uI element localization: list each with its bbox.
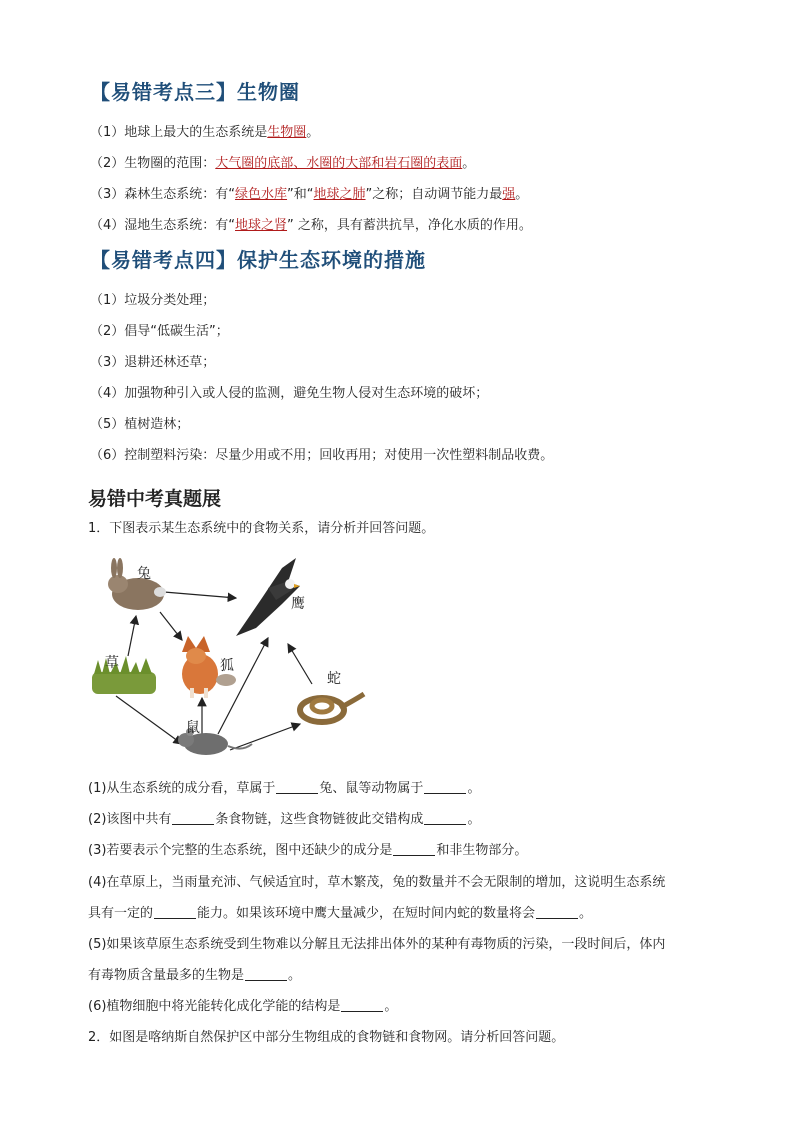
section-4-title xyxy=(90,244,426,273)
s3-item-4-end: ” 之称，具有蓄洪抗旱，净化水质的作用。 xyxy=(287,218,532,233)
section-3-title xyxy=(90,76,300,105)
arrow-mouse-snake xyxy=(230,724,300,750)
sub-question-6-text: (6)植物细胞中将光能转化成化学能的结构是 xyxy=(88,999,341,1014)
sub-question-4-line-1: (4)在草原上，当雨量充沛、气候适宜时，草木繁茂，兔的数量并不会无限制的增加，这说明生态系统 xyxy=(88,875,666,890)
s3-item-1-end: 。 xyxy=(306,125,320,140)
s3-item-4-answer: 地球之肾 xyxy=(235,218,288,233)
s3-item-4-text: （4）湿地生态系统：有“ xyxy=(90,218,236,233)
sub-question-2-end: 。 xyxy=(467,812,481,827)
sub-question-2-text: (2)该图中共有 xyxy=(88,812,172,827)
answer-blank[interactable] xyxy=(536,905,578,919)
sub-question-2 xyxy=(88,811,480,829)
arrow-rabbit-fox xyxy=(160,612,182,640)
answer-blank[interactable] xyxy=(424,780,466,794)
s3-item-3-answer-2: 地球之肺 xyxy=(313,187,366,202)
arrow-rabbit-eagle xyxy=(164,592,236,598)
answer-blank[interactable] xyxy=(154,905,196,919)
sub-question-2-text-2: 条食物链，这些食物链彼此交错构成 xyxy=(215,812,424,827)
sub-question-3-text-2: 和非生物部分。 xyxy=(436,843,528,858)
arrow-grass-rabbit xyxy=(128,616,136,656)
sub-question-1-text: (1)从生态系统的成分看，草属于 xyxy=(88,781,276,796)
s4-item-5: （5）植树造林； xyxy=(90,417,190,432)
answer-blank[interactable] xyxy=(276,780,318,794)
sub-question-1-text-2: 兔、鼠等动物属于 xyxy=(319,781,424,796)
section-4-bracket: 【易错考点四】 xyxy=(90,248,237,272)
sub-question-3 xyxy=(88,842,527,860)
answer-blank[interactable] xyxy=(393,842,435,856)
s3-item-1 xyxy=(90,124,319,142)
arrow-snake-eagle xyxy=(288,644,312,684)
answer-blank[interactable] xyxy=(341,998,383,1012)
s3-item-1-answer: 生物圈 xyxy=(267,125,307,140)
sub-question-4-line-2 xyxy=(88,905,592,923)
s4-item-2: （2）倡导“低碳生活”； xyxy=(90,324,229,339)
food-web-diagram xyxy=(86,548,386,768)
arrow-grass-mouse xyxy=(116,696,182,744)
s3-item-3-answer-1: 绿色水库 xyxy=(235,187,288,202)
s3-item-1-text: （1）地球上最大的生态系统是 xyxy=(90,125,268,140)
question-1: 1．下图表示某生态系统中的食物关系，请分析并回答问题。 xyxy=(88,521,435,536)
question-2: 2．如图是喀纳斯自然保护区中部分生物组成的食物链和食物网。请分析回答问题。 xyxy=(88,1030,565,1045)
section-4-title-text: 保护生态环境的措施 xyxy=(237,248,426,272)
s4-item-1: （1）垃圾分类处理； xyxy=(90,293,216,308)
s3-item-3-end: 。 xyxy=(515,187,529,202)
snake-image xyxy=(300,694,364,722)
s4-item-6: （6）控制塑料污染：尽量少用或不用；回收再用；对使用一次性塑料制品收费。 xyxy=(90,448,554,463)
exam-title: 易错中考真题展 xyxy=(88,488,222,510)
sub-question-5-line-2 xyxy=(88,967,301,985)
label-snake: 蛇 xyxy=(327,671,341,687)
s3-item-3-answer-3: 强 xyxy=(502,187,516,202)
sub-question-3-text: (3)若要表示个完整的生态系统，图中还缺少的成分是 xyxy=(88,843,393,858)
sub-question-1 xyxy=(88,780,480,798)
grass-image xyxy=(92,656,156,694)
s3-item-3-mid-2: ”之称；自动调节能力最 xyxy=(365,187,503,202)
s3-item-2-answer: 大气圈的底部、水圈的大部和岩石圈的表面 xyxy=(215,156,463,171)
label-mouse: 鼠 xyxy=(186,720,200,736)
section-3-bracket: 【易错考点三】 xyxy=(90,80,237,104)
label-grass: 草 xyxy=(105,655,119,671)
s3-item-2-end: 。 xyxy=(462,156,476,171)
label-eagle: 鹰 xyxy=(291,596,305,612)
sub-question-4-end: 。 xyxy=(579,906,593,921)
s3-item-2-text: （2）生物圈的范围： xyxy=(90,156,216,171)
sub-question-1-end: 。 xyxy=(467,781,481,796)
section-3-title-text: 生物圈 xyxy=(237,80,300,104)
s3-item-4 xyxy=(90,217,532,235)
s3-item-3 xyxy=(90,186,528,204)
sub-question-5-text: 有毒物质含量最多的生物是 xyxy=(88,968,245,983)
answer-blank[interactable] xyxy=(245,967,287,981)
sub-question-4-text-2: 能力。如果该环境中鹰大量减少，在短时间内蛇的数量将会 xyxy=(197,906,536,921)
sub-question-6-end: 。 xyxy=(384,999,398,1014)
s4-item-3: （3）退耕还林还草； xyxy=(90,355,216,370)
s4-item-4: （4）加强物种引入或人侵的监测，避免生物人侵对生态环境的破坏； xyxy=(90,386,489,401)
s3-item-2 xyxy=(90,155,475,173)
sub-question-6 xyxy=(88,998,397,1016)
sub-question-5-end: 。 xyxy=(288,968,302,983)
answer-blank[interactable] xyxy=(424,811,466,825)
arrow-mouse-eagle xyxy=(218,638,268,734)
s3-item-3-text: （3）森林生态系统：有“ xyxy=(90,187,236,202)
label-fox: 狐 xyxy=(220,658,234,674)
sub-question-5-line-1: (5)如果该草原生态系统受到生物难以分解且无法排出体外的某种有毒物质的污染，一段时间后，体内 xyxy=(88,937,666,952)
answer-blank[interactable] xyxy=(172,811,214,825)
sub-question-4-text: 具有一定的 xyxy=(88,906,154,921)
label-rabbit: 兔 xyxy=(137,566,151,582)
s3-item-3-mid: ”和“ xyxy=(287,187,314,202)
